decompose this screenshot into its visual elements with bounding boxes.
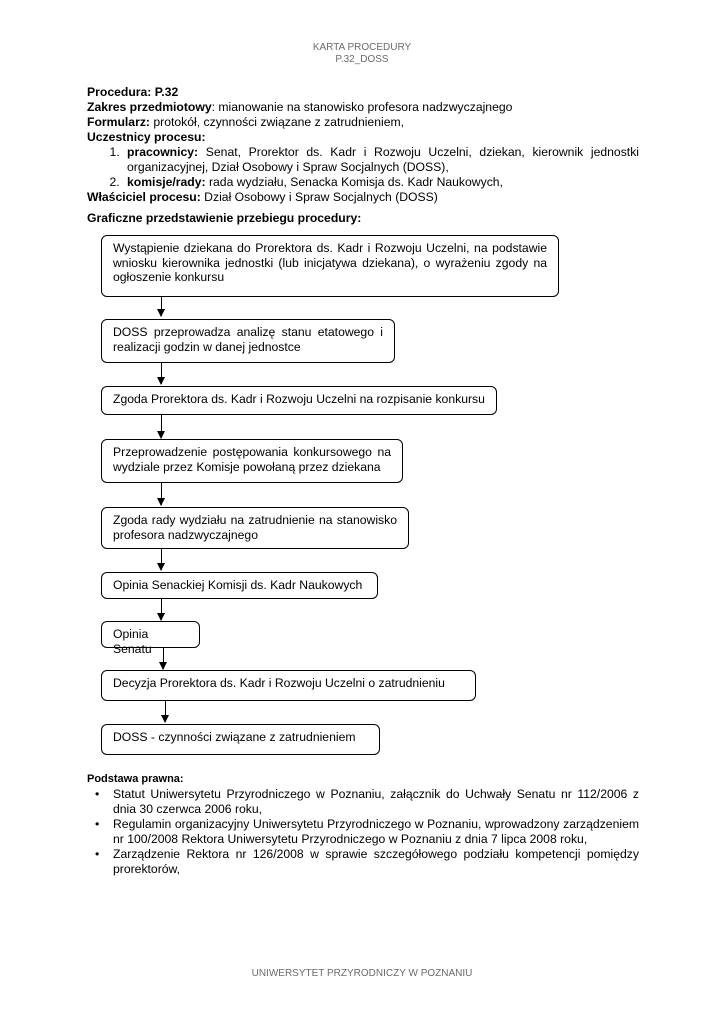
page-header: [0, 42, 724, 66]
flow-arrow: [156, 549, 168, 571]
legal-basis-item: • Regulamin organizacyjny Uniwersytetu Przyrodniczego w Poznaniu, wprowadzony zarządzeniem nr 100/2008 Rektora Uniwersytetu Przyrodniczego w Poznaniu z dnia 7 lipca 2008 roku,: [95, 817, 639, 846]
participants-list: [87, 145, 639, 190]
participant-item: 2. komisje/rady: rada wydziału, Senacka Komisja ds. Kadr Naukowych,: [123, 175, 639, 190]
flow-arrow: [158, 648, 170, 670]
flow-arrow: [156, 363, 168, 385]
flow-step-3: Zgoda Prorektora ds. Kadr i Rozwoju Uczelni na rozpisanie konkursu: [101, 386, 497, 415]
form-line: [87, 115, 639, 130]
flow-step-9: DOSS - czynności związane z zatrudnieniem: [101, 724, 380, 755]
page-footer: UNIWERSYTET PRZYRODNICZY W POZNANIU: [251, 968, 473, 979]
flow-step-4: Przeprowadzenie postępowania konkursowego na wydziale przez Komisje powołaną przez dziekana: [101, 439, 403, 483]
scope-line: [87, 100, 639, 115]
legal-basis-list: [87, 787, 639, 877]
flow-arrow: [156, 415, 168, 439]
bullet-icon: •: [95, 787, 100, 801]
scope-label: Zakres przedmiotowy: [87, 100, 212, 114]
flow-arrow: [160, 701, 172, 723]
owner-label: Właściciel procesu:: [87, 190, 201, 204]
flow-step-8: Decyzja Prorektora ds. Kadr i Rozwoju Uczelni o zatrudnieniu: [101, 670, 476, 701]
procedure-number: Procedura: P.32: [87, 85, 179, 99]
procedure-metadata: [87, 85, 639, 205]
participants-label: Uczestnicy procesu:: [87, 130, 206, 144]
owner-value: Dział Osobowy i Spraw Socjalnych (DOSS): [200, 190, 438, 204]
form-label: Formularz:: [87, 115, 150, 129]
legal-basis-title: Podstawa prawna:: [87, 773, 184, 785]
flow-arrow: [156, 483, 168, 506]
participant-item: 1. pracownicy: Senat, Prorektor ds. Kadr i Rozwoju Uczelni, dziekan, kierownik jednostki organizacyjnej, Dział Osobowy i Spraw Socjalnych (DOSS),: [123, 145, 639, 175]
flow-step-5: Zgoda rady wydziału na zatrudnienie na stanowisko profesora nadzwyczajnego: [101, 507, 409, 549]
header-title: KARTA PROCEDURY: [312, 42, 412, 53]
flow-step-2: DOSS przeprowadza analizę stanu etatowego i realizacji godzin w danej jednostce: [101, 319, 395, 363]
bullet-icon: •: [95, 847, 100, 861]
flow-step-1: Wystąpienie dziekana do Prorektora ds. Kadr i Rozwoju Uczelni, na podstawie wniosku kierownika jednostki (lub inicjatywa dziekana), o wyrażeniu zgody na ogłoszenie konkursu: [101, 235, 559, 297]
flow-step-7: Opinia Senatu: [101, 621, 200, 648]
legal-basis: [87, 772, 639, 877]
scope-value: : mianowanie na stanowisko profesora nadzwyczajnego: [211, 100, 513, 114]
owner-line: [87, 190, 639, 205]
legal-basis-item: • Zarządzenie Rektora nr 126/2008 w sprawie szczegółowego podziału kompetencji pomiędzy prorektorów,: [95, 847, 639, 876]
form-value: protokół, czynności związane z zatrudnieniem,: [149, 115, 405, 129]
bullet-icon: •: [95, 817, 100, 831]
flow-title: Graficzne przedstawienie przebiegu procedury:: [87, 211, 362, 225]
flow-arrow: [156, 297, 168, 317]
flow-arrow: [156, 599, 168, 621]
legal-basis-item: • Statut Uniwersytetu Przyrodniczego w Poznaniu, załącznik do Uchwały Senatu nr 112/2006 z dnia 30 czerwca 2006 roku,: [95, 787, 639, 816]
header-code: P.32_DOSS: [335, 54, 389, 65]
flow-step-6: Opinia Senackiej Komisji ds. Kadr Naukowych: [101, 572, 378, 599]
